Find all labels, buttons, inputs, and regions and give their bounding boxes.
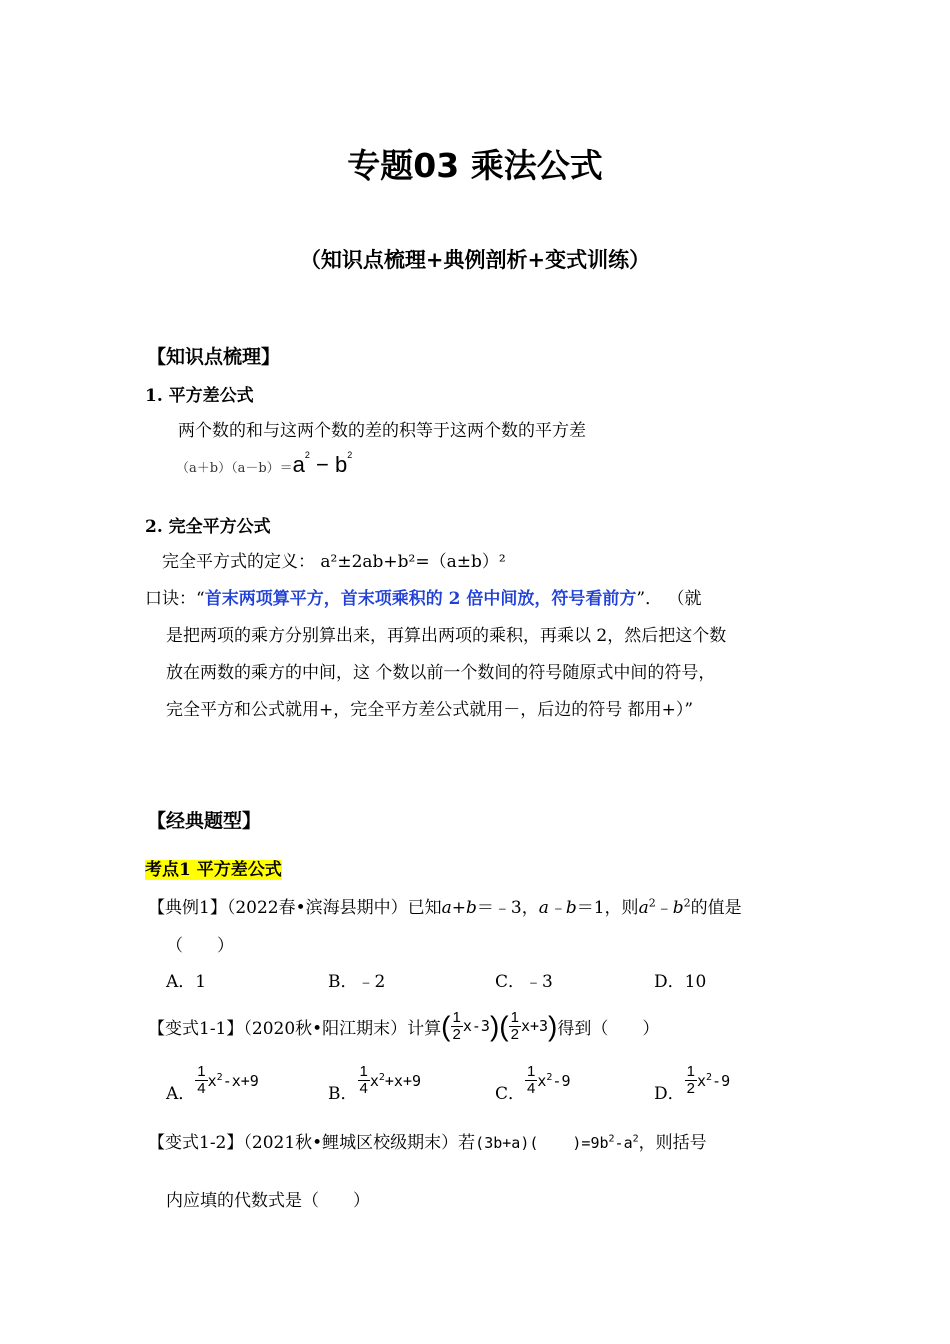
var1-option-b[interactable] <box>328 1064 421 1104</box>
var1-factor-2: ( $\frac{1}{2}$ x+3) <box>499 1009 558 1043</box>
var1-a-exp: 2 <box>216 1071 223 1083</box>
mnemonic-line1 <box>145 584 701 609</box>
var1-d-exp: 2 <box>706 1071 713 1083</box>
var1-b-x: x <box>369 1071 379 1090</box>
var1-a-num: 1 <box>197 1063 206 1080</box>
var1-a-den: 4 <box>197 1080 206 1097</box>
page-subtitle: （知识点梳理+典例剖析+变式训练） <box>299 247 651 272</box>
kaodian-1-label: 考点1 平方差公式 <box>145 860 282 880</box>
formula-a-exp: 2 <box>304 450 310 460</box>
var1-c-label: C． <box>495 1084 526 1104</box>
var2-blank-open: ( <box>529 1134 539 1152</box>
var1-suffix: 得到（ ） <box>557 1019 660 1039</box>
var1-option-c[interactable] <box>495 1064 570 1104</box>
ex1-cond1: a+b <box>441 898 477 918</box>
var1-f1-num: 1 <box>452 1009 461 1026</box>
var1-b-rest: +x+9 <box>384 1071 422 1090</box>
formula-b-exp: 2 <box>347 450 353 460</box>
ex1-option-b[interactable]: B．﹣2 <box>328 972 386 992</box>
formula-left: （a＋b）（a－b）＝ <box>176 461 293 476</box>
ex1-prefix: 【典例1】（2022春•滨海县期中）已知 <box>148 898 442 918</box>
var1-c-rest: -9 <box>552 1071 571 1090</box>
mnemonic-prefix: 口诀：“ <box>145 589 205 609</box>
var1-d-label: D． <box>654 1084 685 1104</box>
item2-definition: 完全平方式的定义： a²±2ab+b²=（a±b）² <box>162 552 506 572</box>
mnemonic-highlight: 首末两项算平方，首末项乘积的 2 倍中间放，符号看前方 <box>204 589 637 609</box>
var2-blank-close: ) <box>572 1134 582 1152</box>
ex1-exp-a: 2 <box>648 896 656 910</box>
var1-option-a[interactable] <box>166 1064 259 1104</box>
formula-minus: − <box>309 452 335 477</box>
difference-of-squares-formula <box>176 450 352 478</box>
var2-suffix: ，则括号 <box>638 1133 707 1153</box>
var1-d-num: 1 <box>686 1063 695 1080</box>
var1-a-label: A． <box>166 1084 196 1104</box>
classic-heading: 【经典题型】 <box>147 810 262 832</box>
ex1-cond1-val: ＝﹣3， <box>476 898 539 918</box>
var1-b-exp: 2 <box>378 1071 385 1083</box>
var1-c-den: 4 <box>527 1080 536 1097</box>
variant-1-2 <box>148 1128 707 1153</box>
ex1-exp-b: 2 <box>683 896 691 910</box>
var1-c-num: 1 <box>527 1063 536 1080</box>
var1-f1-x: x-3 <box>462 1017 490 1035</box>
var1-b-den: 4 <box>359 1080 368 1097</box>
ex1-cond2-val: ＝1，则 <box>576 898 639 918</box>
item1-desc: 两个数的和与这两个数的差的积等于这两个数的平方差 <box>178 421 586 441</box>
var1-f2-x: x+3 <box>520 1017 549 1035</box>
var1-b-label: B． <box>328 1084 358 1104</box>
ex1-option-c[interactable]: C．﹣3 <box>495 972 553 992</box>
var1-b-num: 1 <box>359 1063 368 1080</box>
ex1-expr-b: b <box>672 898 684 918</box>
formula-a: a <box>292 452 305 477</box>
var2-line2: 内应填的代数式是（ ） <box>166 1191 370 1211</box>
ex1-option-d[interactable]: D．10 <box>654 972 707 992</box>
ex1-paren: （ ） <box>166 936 234 956</box>
var2-exp-a: 2 <box>632 1133 639 1145</box>
var1-d-den: 2 <box>686 1080 695 1097</box>
var2-minus-a: -a <box>614 1134 633 1152</box>
var2-expr1: (3b+a) <box>475 1134 530 1152</box>
formula-b: b <box>335 452 348 477</box>
var1-factor-1: ( $\frac{1}{2}$ x-3) <box>441 1009 500 1043</box>
var1-option-d[interactable] <box>654 1064 730 1104</box>
var1-d-rest: -9 <box>712 1071 731 1090</box>
var1-a-x: x <box>207 1071 217 1090</box>
ex1-expr-mid: ﹣ <box>655 898 673 918</box>
var1-prefix: 【变式1-1】（2020秋•阳江期末）计算 <box>148 1019 442 1039</box>
var1-c-exp: 2 <box>546 1071 553 1083</box>
mnemonic-line3: 放在两数的乘方的中间，这 个数以前一个数间的符号随原式中间的符号， <box>166 663 716 683</box>
ex1-suffix: 的值是 <box>690 898 742 918</box>
page-title: 专题03 乘法公式 <box>347 146 603 185</box>
example-1 <box>148 893 742 918</box>
var2-exp-b: 2 <box>608 1133 615 1145</box>
mnemonic-line4: 完全平方和公式就用+，完全平方差公式就用－，后边的符号 都用+）” <box>166 700 694 720</box>
knowledge-heading: 【知识点梳理】 <box>147 346 281 368</box>
var1-f2-den: 2 <box>510 1026 519 1043</box>
ex1-option-a[interactable]: A．1 <box>166 972 207 992</box>
var1-a-rest: -x+9 <box>222 1071 259 1090</box>
mnemonic-line2: 是把两项的乘方分别算出来，再算出两项的乘积，再乘以 2，然后把这个数 <box>166 626 727 646</box>
mnemonic-rest: ”． （就 <box>636 589 702 609</box>
ex1-cond2: a﹣b <box>538 898 577 918</box>
var2-eq: =9b <box>581 1134 609 1152</box>
ex1-expr-a: a <box>638 898 649 918</box>
item2-title: 2. 完全平方公式 <box>145 517 271 537</box>
var1-f2-num: 1 <box>510 1009 519 1026</box>
kaodian-1 <box>145 855 282 880</box>
var2-prefix: 【变式1-2】（2021秋•鲤城区校级期末）若 <box>148 1133 476 1153</box>
variant-1-1 <box>148 1010 659 1043</box>
item1-title: 1. 平方差公式 <box>145 386 254 406</box>
var1-d-x: x <box>696 1071 707 1090</box>
var1-c-x: x <box>537 1071 547 1090</box>
var1-f1-den: 2 <box>452 1026 461 1043</box>
